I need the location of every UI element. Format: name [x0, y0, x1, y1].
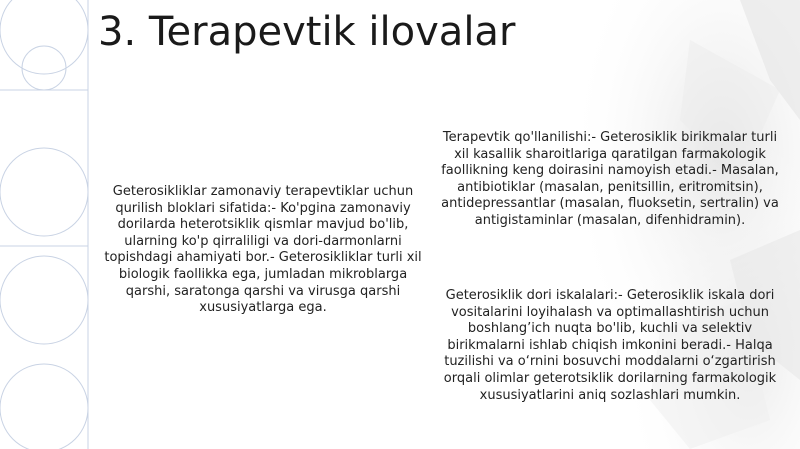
slide-title: 3. Terapevtik ilovalar — [98, 9, 516, 55]
decorative-line-art — [0, 0, 100, 449]
body-text-left: Geterosikliklar zamonaviy terapevtiklar uchun qurilish bloklari sifatida:- Ko'pgina zamonaviy dorilarda heterotsiklik qismlar mavjud bo'lib, ularning ko'p qirraliligi va dori-darmonlarni topishdagi ahamiyati bor.- Geterosikliklar turli xil biologik faollikka ega, jumladan mikroblarga qarshi, saratonga qarshi va virusga qarshi xususiyatlarga ega. — [104, 184, 422, 316]
body-text-right-top: Terapevtik qo'llanilishi:- Geterosiklik birikmalar turli xil kasallik sharoitlariga qaratilgan farmakologik faollikning keng doirasini namoyish etadi.- Masalan, antibiotiklar (masalan, penitsillin, eritromitsin), antidepressantlar (masalan, fluoksetin, sertralin) va antigistaminlar (masalan, difenhidramin). — [441, 130, 779, 228]
body-text-right-bottom: Geterosiklik dori iskalalari:- Geterosiklik iskala dori vositalarini loyihalash va optimallashtirish uchun boshlang’ich nuqta bo'lib, kuchli va selektiv birikmalarni ishlab chiqish imkonini beradi.- Halqa tuzilishi va o‘rnini bosuvchi moddalarni o‘zgartirish orqali olimlar geterotsiklik dorilarning farmakologik xususiyatlarini aniq sozlashlari mumkin. — [443, 288, 777, 403]
